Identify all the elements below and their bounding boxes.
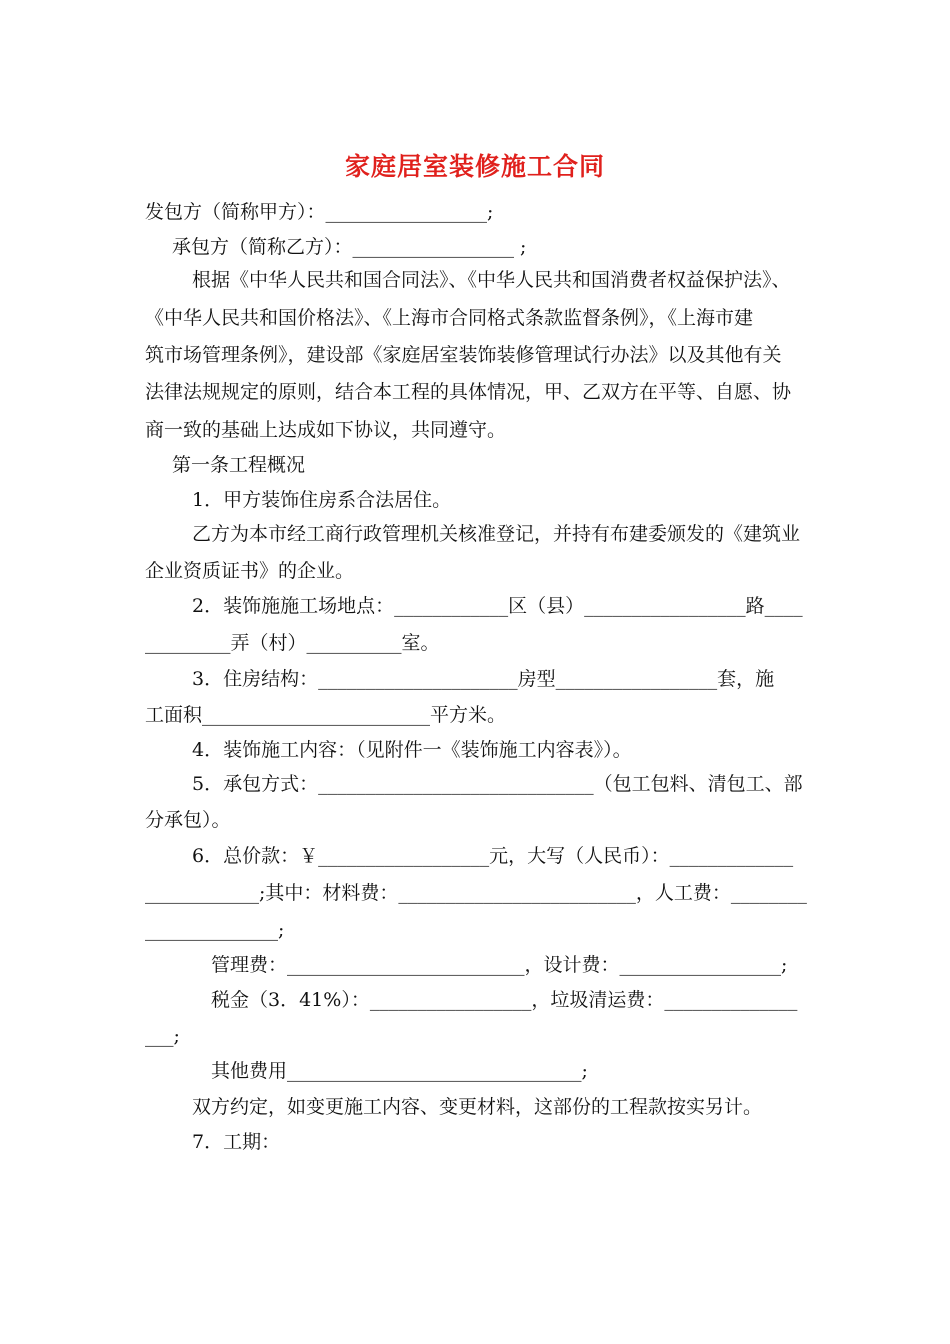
text-line: 7．工期： (192, 1131, 281, 1153)
text-line: 分承包）。 (145, 809, 231, 831)
text-line: 工面积________________________平方米。 (145, 704, 507, 726)
text-line: 双方约定，如变更施工内容、变更材料，这部份的工程款按实另计。 (192, 1096, 763, 1118)
text-line: 税金（3．41%）：_________________，垃圾清运费：______________ (211, 989, 798, 1011)
text-line: 企业资质证书》的企业。 (145, 560, 355, 582)
text-line: 1．甲方装饰住房系合法居住。 (192, 489, 452, 511)
text-line: 《中华人民共和国价格法》、《上海市合同格式条款监督条例》，《上海市建 (145, 307, 754, 329)
text-line: 商一致的基础上达成如下协议，共同遵守。 (145, 419, 507, 441)
text-line: 管理费：_________________________，设计费：_________________; (211, 954, 788, 976)
text-line: 发包方（简称甲方）：_________________; (145, 201, 494, 223)
text-line: 根据《中华人民共和国合同法》、《中华人民共和国消费者权益保护法》、 (192, 269, 791, 291)
text-line: 4．装饰施工内容：（见附件一《装饰施工内容表》）。 (192, 739, 632, 761)
text-line: 法律法规规定的原则，结合本工程的具体情况，甲、乙双方在平等、自愿、协 (145, 381, 792, 403)
text-line: 其他费用_______________________________; (211, 1060, 588, 1082)
text-line: 承包方（简称乙方）：_________________ ; (172, 236, 527, 258)
text-line: 6．总价款：￥__________________元，大写（人民币）：_____________ (192, 845, 794, 867)
text-line: ___; (145, 1025, 180, 1047)
text-line: _________弄（村）__________室。 (145, 632, 440, 654)
text-line: 5．承包方式：_____________________________（包工包料、清包工、部 (192, 773, 803, 795)
section-heading: 第一条工程概况 (172, 454, 306, 476)
text-line: 乙方为本市经工商行政管理机关核准登记，并持有布建委颁发的《建筑业 (192, 523, 801, 545)
text-line: 筑市场管理条例》，建设部《家庭居室装饰装修管理试行办法》以及其他有关 (145, 344, 782, 366)
document-title: 家庭居室装修施工合同 (344, 152, 605, 181)
text-line: 3．住房结构：_____________________房型_________________套，施 (192, 668, 775, 690)
text-line: ______________; (145, 919, 285, 941)
text-line: ____________;其中：材料费：_________________________，人工费：________ (145, 882, 807, 904)
text-line: 2．装饰施施工场地点：____________区（县）_________________路____ (192, 595, 803, 617)
